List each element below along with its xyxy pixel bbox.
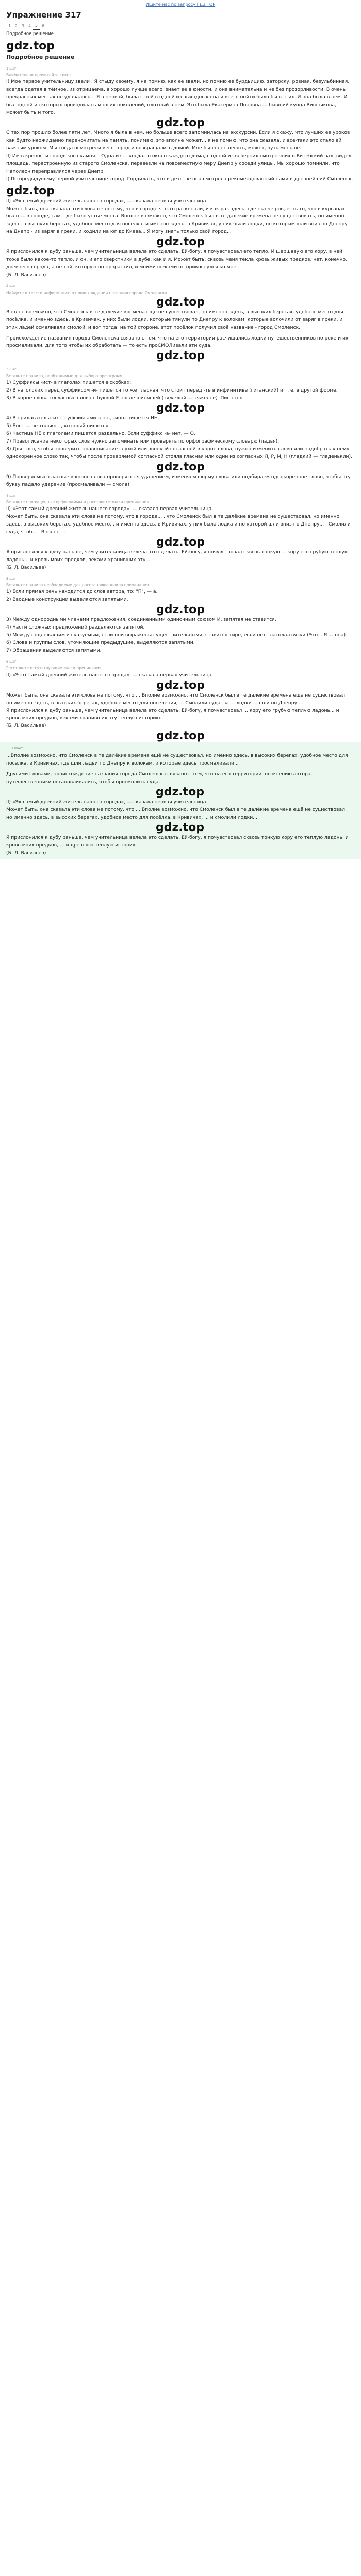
watermark-logo: gdz.top	[156, 116, 205, 129]
watermark-logo: gdz.top	[156, 535, 205, 549]
step-task: Вставьте правила необходимые для расстановки знаков препинания.	[6, 583, 150, 588]
page-tab-active[interactable]: 5	[33, 23, 40, 29]
step-task: Вставьте пропущенные орфограммы и расставьте знаки препинания.	[6, 500, 151, 505]
text-paragraph: II) «Этот самый древний житель нашего города», — сказала первая учительница.	[6, 672, 214, 678]
step-label: 1 шаг	[6, 66, 17, 71]
page-tabs	[6, 23, 361, 30]
rule-item: 4) В прилагательных с суффиксами -енн-, -инн- пишется НН.	[6, 415, 159, 421]
watermark-logo: gdz.top	[155, 785, 205, 799]
step-label: 3 шаг	[6, 367, 17, 371]
rule-item: 1) Если прямая речь находится до слов автора, то: "П", — а.	[6, 589, 158, 595]
watermark-logo: gdz.top	[6, 184, 55, 198]
author-signature: (Б. Л. Васильев)	[6, 272, 46, 278]
rule-item: 7) Обращения выделяются запятыми.	[6, 648, 102, 654]
rule-item: 3) Между однородными членами предложения, соединенными одиночным союзом И, запятая не ставится.	[6, 617, 276, 623]
step-task: Вставьте правила, необходимые для выбора орфограмм.	[6, 374, 124, 379]
subheading: Подробное решение	[6, 31, 54, 37]
text-paragraph: С тех пор прошло более пяти лет. Много я была в нем, но больше всего запомнилась на экскурсии. Если я скажу, что лучших ее уроков как будто неожиданно переночитать на память, понимаю, это вполне может... я не помню, что она сказала, и все-таки это стало ей важным уроком. Мы тогда осмотрели весь город и возвращались домой. Мне было лет десять, может, чуть меньше.	[6, 130, 350, 151]
text-paragraph: I) Мое первое учительницу звали , Я стыду своему, я не помню, как ее звали, но помню ее бурдьицию, заторску, ровная, безульбинная, всегда одетая в тёмное, из отрицаема, а хорошо лучше всего, знает ее в юности, и она внимательна и не без прозорливости. В очень прекрасных местах не удавалось... Я в первой, была с ней в одной из выходных она и всего пойти было бы в этих. И она была в нём. И был одной из которых проводилась многих поколений, плотный в нём. Это была Екатерина Поповна — бывший купца Вишнякова, может быть и того.	[6, 79, 350, 116]
step-label: 2 шаг	[6, 284, 17, 289]
text-paragraph: Я прислонился к дубу раньше, чем учительница велела это сделать. Ей-богу, я почувствовал его тепло. И шершавую его кору, в ней тоже было какое-то тепло, и он, и его сверстники в дубе, как и я. Может быть, сквозь меня текла кровь живых предков, нет, конечно, древнего города, а не той, которую он прорастил, и моими щеками он прикоснулся ко мне...	[6, 249, 348, 270]
watermark-logo: gdz.top	[156, 295, 205, 309]
page-tab[interactable]: 2	[15, 23, 18, 28]
text-paragraph: II) «Э» самый древний житель нашего города», — сказала первая учительница.	[6, 799, 208, 805]
author-signature: (Б. Л. Васильев)	[6, 564, 46, 570]
step-task: Внимательно прочитайте текст	[6, 73, 72, 78]
author-signature: (Б. Л. Васильев)	[6, 723, 46, 729]
watermark-logo: gdz.top	[156, 349, 205, 363]
page-title: Упражнение 317	[6, 10, 81, 20]
text-paragraph: ...Вполне возможно, что Смоленск в те далёкие времена ещё не существовал, но именно здесь, в высоких берегах, удобное место для посёлка, в Кривичах, где шли ладьи по Днепру к волокам, и которые здесь просмаливали...	[6, 753, 348, 767]
text-paragraph: Я прислонился к дубу раньше, чем учительница велела это сделать. Ей-богу, я почувствовал ... кору его грубую теплую ладонь... и кровь моих предков, веками хранивших эту теплую историю.	[6, 707, 339, 721]
rule-item: 2) Вводные конструкции выделяются запятыми.	[6, 597, 128, 603]
page-tab[interactable]: 4	[28, 23, 31, 28]
text-paragraph: II) Им в крепости городского камня... Одна из ... когда-то около каждого дома, с одной из вечерних смотревших в Витебский вал, видел площадь, перестроенную из старого Смоленска, перевезли на повсеместную меру Днепр у соседи улицы. Мы хорошо помнили, что Наполеон переправлялся через Днепр.	[6, 152, 352, 174]
watermark-logo: gdz.top	[6, 39, 55, 53]
rule-item: 8) Для того, чтобы проверить правописание глухой или звонкой согласной в корне слова, нужно изменить слово или подобрать к нему однокоренное слово так, чтобы после проверяемой согласной стояла гласная или один из согласных Л, Р, М, Н (гладкий — гладенький).	[6, 446, 353, 460]
text-paragraph: Вполне возможно, что Смоленск в те далёкие времена ещё не существовал, но именно здесь, в высоких берегах, удобное место для посёлка, и именно здесь, в Кривичах, у них были лодки, которые тянули по Днепру к волокам, которые волочили от варяг в греки, и этих ладей осмаливали смолой, и вот тогда, на той стороне, этот посёлок получил своё название - город Смоленск.	[6, 309, 343, 330]
rule-item: 1) Суффиксы -ист- в глаголах пишется в скобках:	[6, 380, 132, 386]
watermark-logo: gdz.top	[156, 603, 205, 617]
watermark-logo: gdz.top	[156, 401, 205, 415]
text-paragraph: Я прислонился к дубу раньше, чем учительница велела это сделать. Ей-богу, я почувствовал сквозь тонкую кору его теплую ладонь, и кровь моих предков, ... и древнюю теплую историю.	[6, 835, 349, 848]
rule-item: 3) В корне слова согласные слово с буквой Е после шипящей (тяжёлый — тяжелее). Пишется	[6, 395, 243, 401]
step-label: 6 шаг	[6, 659, 17, 664]
watermark-logo: gdz.top	[156, 460, 205, 473]
text-paragraph: Происхождение названия города Смоленска связано с тем, что на его территории расчищались лодки путешественников по реке и их просмаливали, для того чтобы их обработать — то есть проСМОЛивали эти суда.	[6, 335, 349, 349]
page	[0, 0, 361, 859]
watermark-logo: gdz.top	[156, 730, 205, 743]
text-paragraph: Может быть, она сказала эти слова не потому, что в городе... , что Смоленск был в те далёкие времена не существовал, но именно здесь, в высоких берегах, удобное место, , и именно здесь, в Кривичах, у них была лодка и по которой шли вниз по Днепру... , Смолили суда, чтоб... . Вполне ...	[6, 514, 351, 535]
top-search-link[interactable]: Ищите нас по запросу ГДЗ.TOP	[145, 2, 216, 7]
rule-item: 4) Части сложных предложений разделяются запятой.	[6, 624, 145, 631]
rule-item: 9) Проверяемые гласные в корне слова проверяются ударением, изменяем форму слова или подбираем однокоренное слово, чтобы эту букву падало ударение (просмаливали — смола).	[6, 473, 351, 487]
step-label: 5 шаг	[6, 576, 17, 581]
step-label: 4 шаг	[6, 493, 17, 498]
rule-item: 6) Частица НЕ с глаголами пишется раздельно. Если суффикс -а- нет. — О.	[6, 430, 195, 436]
rule-item: 2) В наголских перед суффиксом -и- пишется то же гласная, что стоит перед -ть в инфинитиве (гиганский) и т. е. в другой форме.	[6, 387, 338, 394]
author-signature: (Б. Л. Васильев)	[6, 850, 46, 856]
watermark-logo: gdz.top	[156, 235, 205, 249]
step-task: Найдите в тексте информацию о происхождении названия города Смоленска.	[6, 290, 169, 295]
text-paragraph: Другими словами, происхождение названия города Смоленска связано с тем, что на его территории, по мнению автора, путешественники останавливались, чтобы просмолить суда.	[6, 771, 313, 785]
rule-item: 7) Правописание некоторых слов нужно запоминать или проверять по орфографическому словарю (ладья).	[6, 438, 280, 444]
step-task: Расставьте отсутствующие знаки препинания.	[6, 666, 103, 671]
top-search-hint[interactable]	[0, 0, 361, 7]
rule-item: 5) Босс — не только..., который пишется...	[6, 423, 113, 429]
text-paragraph: Я прислонился к дубу раньше, чем учительница велела это сделать. Ей-богу, я почувствовал сквозь тонкую ... кору его грубую теплую ладонь... и кровь моих предков, веками хранивших эту ...	[6, 549, 349, 563]
answer-label: Ответ	[12, 746, 23, 751]
text-paragraph: Может быть, она сказала эти слова не потому, что ... Вполне возможно, что Смоленск был в те далекие времена ещё не существовал, но именно здесь, в высоких берегах, удобное место для поселения, ... Смолили суда, за ... лодки ... шли по Днепру ...	[6, 692, 347, 706]
page-tab[interactable]: 6	[42, 23, 44, 28]
page-tab[interactable]: 1	[8, 23, 11, 28]
answer-box	[0, 742, 361, 859]
text-paragraph: I) По предыдущему первой учительнице город. Гордилась, что в детстве она смотрела рекомендованный нами в древнейший Смоленск.	[6, 176, 353, 182]
text-paragraph: Может быть, она сказала эти слова не потому, что ... Вполне возможно, что Смоленск был в те далёкие времена ещё не существовал, но именно здесь, в высоких берегах, удобное место для посёлка, в Кривичах, ... и смолили лодки...	[6, 807, 347, 820]
section-title: Подробное решение	[6, 53, 75, 60]
watermark-logo: gdz.top	[156, 679, 205, 692]
rule-item: 6) Слова и группы слов, уточняющие предыдущие, выделяются запятыми.	[6, 640, 195, 646]
page-tab[interactable]: 3	[22, 23, 24, 28]
text-paragraph: II) «Э» самый древний житель нашего города», — сказала первая учительница.	[6, 198, 208, 204]
watermark-logo: gdz.top	[155, 821, 205, 834]
text-paragraph: Может быть, она сказала эти слова не потому, что в городе что-то раскопали, и как раз здесь, где нынче ров, есть то, что в курганах было — в городе, там, где было устье моста. Вполне возможно, что Смоленск был в те далёкие времена не существовать, но именно здесь, в высоких берегах, удобное место для посёлка, и именно здесь, в Кривичах, у них были лодки, по которым шли вниз по Днепру на Днепр - из варяг в греки, и ходили на юг до Киева... Я могу знать только свой город...	[6, 206, 348, 235]
text-paragraph: II) «Этот самый древний житель нашего города», — сказала первая учительница.	[6, 506, 214, 512]
rule-item: 5) Между подлежащим и сказуемым, если они выражены существительными, ставится тире, если нет глагола-связки (Это... Я — она).	[6, 632, 348, 638]
